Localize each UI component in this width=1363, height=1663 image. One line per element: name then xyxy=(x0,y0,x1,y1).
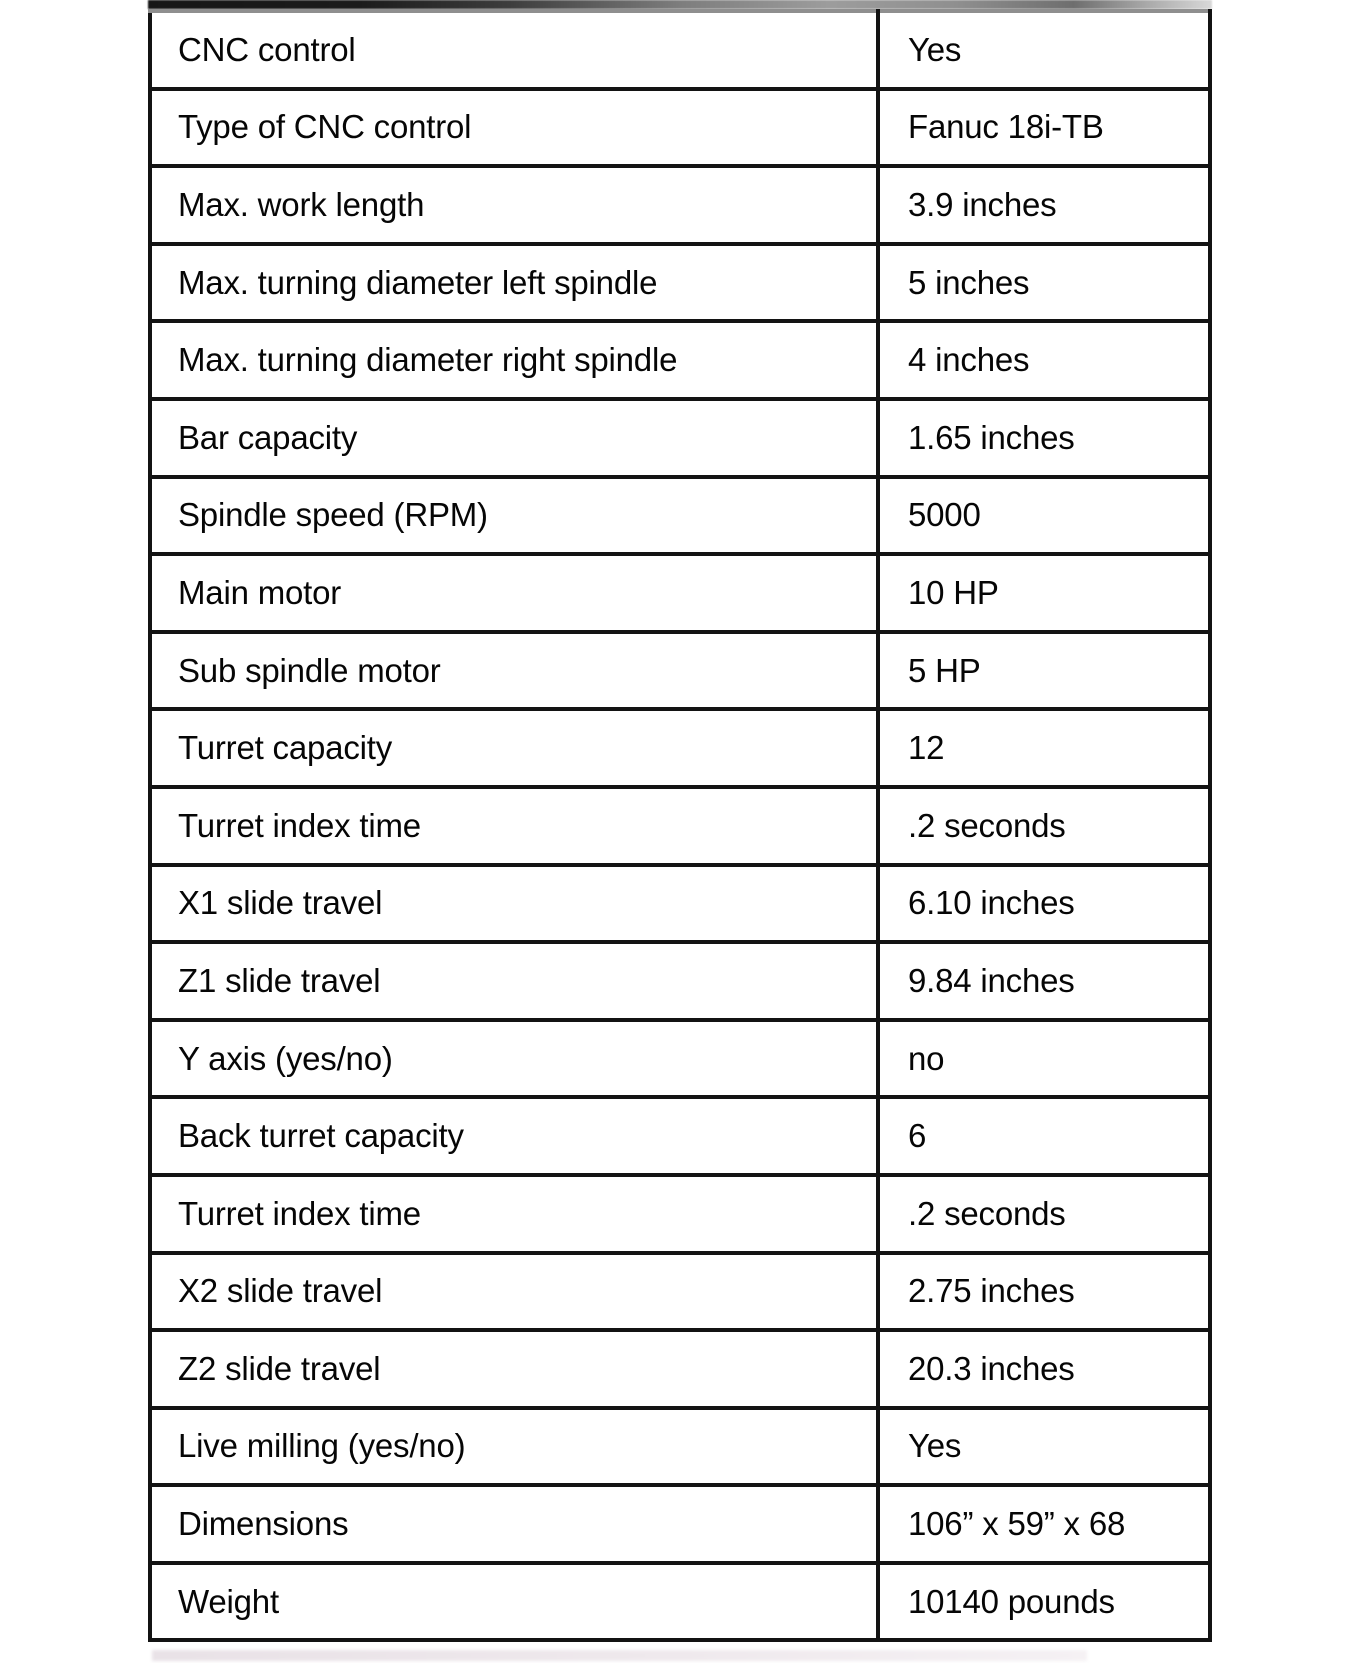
table-row xyxy=(150,865,1210,943)
spec-label-cell: Y axis (yes/no) xyxy=(150,1020,878,1098)
spec-label-cell: Turret capacity xyxy=(150,709,878,787)
spec-label-cell: Z1 slide travel xyxy=(150,942,878,1020)
spec-table xyxy=(148,9,1212,1642)
table-row xyxy=(150,89,1210,167)
spec-label-cell: Turret index time xyxy=(150,787,878,865)
spec-value-cell: 1.65 inches xyxy=(878,399,1210,477)
bottom-scan-artifact xyxy=(152,1650,1087,1661)
spec-value-cell: 3.9 inches xyxy=(878,166,1210,244)
table-row xyxy=(150,709,1210,787)
table-row xyxy=(150,554,1210,632)
spec-value-cell: 6.10 inches xyxy=(878,865,1210,943)
top-scan-artifact-band xyxy=(148,0,1212,9)
spec-label-cell: Z2 slide travel xyxy=(150,1330,878,1408)
spec-label-cell: Main motor xyxy=(150,554,878,632)
spec-value-cell: 106” x 59” x 68 xyxy=(878,1485,1210,1563)
spec-value-cell: 10140 pounds xyxy=(878,1563,1210,1641)
spec-value-cell: 10 HP xyxy=(878,554,1210,632)
spec-label-cell: Bar capacity xyxy=(150,399,878,477)
spec-label-cell: Max. turning diameter left spindle xyxy=(150,244,878,322)
spec-label-cell: Weight xyxy=(150,1563,878,1641)
spec-value-cell: 5000 xyxy=(878,477,1210,555)
spec-label-cell: Live milling (yes/no) xyxy=(150,1408,878,1486)
spec-value-cell: 2.75 inches xyxy=(878,1253,1210,1331)
spec-value-cell: .2 seconds xyxy=(878,1175,1210,1253)
table-row xyxy=(150,1175,1210,1253)
spec-value-cell: 12 xyxy=(878,709,1210,787)
table-row xyxy=(150,942,1210,1020)
spec-label-cell: Back turret capacity xyxy=(150,1097,878,1175)
spec-label-cell: Sub spindle motor xyxy=(150,632,878,710)
spec-label-cell: Max. turning diameter right spindle xyxy=(150,321,878,399)
spec-value-cell: Yes xyxy=(878,11,1210,89)
table-row xyxy=(150,244,1210,322)
table-row xyxy=(150,321,1210,399)
spec-label-cell: Turret index time xyxy=(150,1175,878,1253)
table-row xyxy=(150,399,1210,477)
table-row xyxy=(150,1097,1210,1175)
spec-value-cell: Yes xyxy=(878,1408,1210,1486)
table-row xyxy=(150,1563,1210,1641)
spec-value-cell: 5 inches xyxy=(878,244,1210,322)
spec-value-cell: .2 seconds xyxy=(878,787,1210,865)
spec-value-cell: no xyxy=(878,1020,1210,1098)
table-row xyxy=(150,1408,1210,1486)
table-row xyxy=(150,1020,1210,1098)
spec-label-cell: X2 slide travel xyxy=(150,1253,878,1331)
spec-label-cell: Type of CNC control xyxy=(150,89,878,167)
spec-value-cell: 9.84 inches xyxy=(878,942,1210,1020)
spec-label-cell: Spindle speed (RPM) xyxy=(150,477,878,555)
spec-label-cell: CNC control xyxy=(150,11,878,89)
table-row xyxy=(150,166,1210,244)
spec-label-cell: Dimensions xyxy=(150,1485,878,1563)
spec-value-cell: 5 HP xyxy=(878,632,1210,710)
spec-label-cell: Max. work length xyxy=(150,166,878,244)
table-row xyxy=(150,1330,1210,1408)
spec-value-cell: 20.3 inches xyxy=(878,1330,1210,1408)
table-row xyxy=(150,477,1210,555)
table-row xyxy=(150,1253,1210,1331)
spec-value-cell: 4 inches xyxy=(878,321,1210,399)
spec-label-cell: X1 slide travel xyxy=(150,865,878,943)
spec-table-body xyxy=(150,11,1210,1640)
table-row xyxy=(150,632,1210,710)
spec-value-cell: Fanuc 18i-TB xyxy=(878,89,1210,167)
table-row xyxy=(150,1485,1210,1563)
table-row xyxy=(150,11,1210,89)
spec-value-cell: 6 xyxy=(878,1097,1210,1175)
table-row xyxy=(150,787,1210,865)
